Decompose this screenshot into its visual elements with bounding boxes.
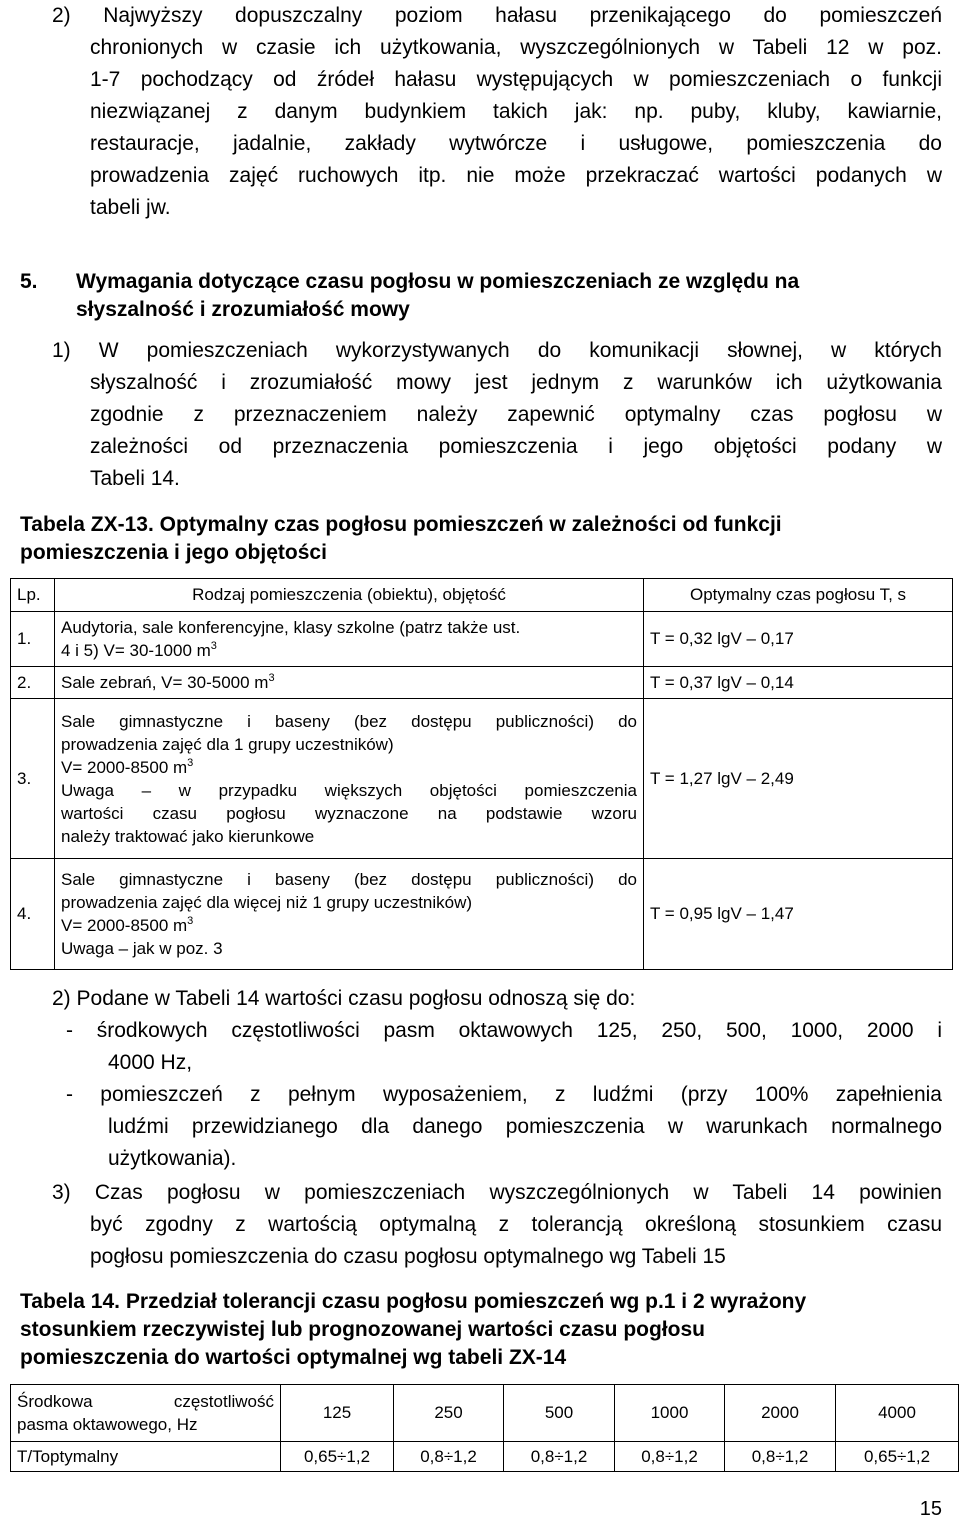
- frequency-cell: 2000: [725, 1385, 836, 1442]
- text-line: restauracje, jadalnie, zakłady wytwórcze i usługowe, pomieszczenia do: [90, 132, 942, 155]
- cell-formula: T = 0,95 lgV – 1,47: [644, 859, 953, 970]
- desc-line: Audytoria, sale konferencyjne, klasy szkolne (patrz także ust.: [61, 618, 521, 637]
- desc-line: prowadzenia zajęć dla więcej niż 1 grupy uczestników): [61, 893, 473, 912]
- table-row: [11, 859, 953, 970]
- table-row-frequency: [11, 1385, 959, 1442]
- table-row: [11, 699, 953, 859]
- superscript: 3: [268, 671, 275, 684]
- cell-description: [55, 699, 644, 859]
- header-cell-lp: Lp.: [11, 579, 55, 612]
- desc-line: wartości czasu pogłosu wyznaczone na podstawie wzoru: [61, 803, 637, 823]
- section-title: Wymagania dotyczące czasu pogłosu w pomieszczeniach ze względu na: [76, 270, 800, 293]
- desc-line: Uwaga – w przypadku większych objętości pomieszczenia: [61, 780, 637, 800]
- text-line: tabeli jw.: [90, 196, 171, 219]
- cell-description: Sale zebrań, V= 30-5000 $m^3$: [55, 667, 644, 699]
- caption-line: Tabela ZX-13. Optymalny czas pogłosu pomieszczeń w zależności od funkcji: [20, 513, 782, 536]
- superscript: 3: [210, 640, 217, 652]
- row-label: [11, 1385, 281, 1442]
- desc-line: Sale gimnastyczne i baseny (bez dostępu publiczności) do: [61, 870, 637, 889]
- text-line: niezwiązanej z danym budynkiem takich jak: np. puby, kluby, kawiarnie,: [90, 100, 942, 123]
- caption-line: stosunkiem rzeczywistej lub prognozowanej wartości czasu pogłosu: [20, 1318, 705, 1341]
- table-row-ratio: [11, 1442, 959, 1472]
- text-line: - środkowych częstotliwości pasm oktawowych 125, 250, 500, 1000, 2000 i: [66, 1019, 942, 1042]
- text-line: 3) Czas pogłosu w pomieszczeniach wyszczególnionych w Tabeli 14 powinien: [52, 1181, 942, 1204]
- cell-lp: 3.: [11, 699, 55, 859]
- frequency-cell: 125: [281, 1385, 394, 1442]
- caption-line: pomieszczenia i jego objętości: [20, 541, 327, 564]
- frequency-cell: 250: [394, 1385, 504, 1442]
- section-title: słyszalność i zrozumiałość mowy: [76, 298, 410, 321]
- range-cell: 0,8÷1,2: [504, 1442, 615, 1472]
- table-row: [11, 667, 953, 699]
- range-cell: 0,8÷1,2: [725, 1442, 836, 1472]
- cell-description: [55, 859, 644, 970]
- range-cell: 0,65÷1,2: [836, 1442, 959, 1472]
- row-label: T/Toptymalny: [11, 1442, 281, 1472]
- range-cell: 0,8÷1,2: [615, 1442, 725, 1472]
- superscript: 3: [187, 915, 194, 927]
- cell-lp: 1.: [11, 612, 55, 667]
- text-line: 1-7 pochodzący od źródeł hałasu występujących w pomieszczeniach o funkcji: [90, 68, 942, 91]
- text-line: zgodnie z przeznaczeniem należy zapewnić optymalny czas pogłosu w: [90, 403, 942, 426]
- cell-formula: T = 0,37 lgV – 0,14: [644, 667, 953, 699]
- caption-line: pomieszczenia do wartości optymalnej wg tabeli ZX-14: [20, 1346, 567, 1369]
- frequency-cell: 500: [504, 1385, 615, 1442]
- desc-line: Sale gimnastyczne i baseny (bez dostępu publiczności) do: [61, 711, 637, 731]
- superscript: 3: [187, 756, 194, 769]
- table-13: [10, 578, 953, 970]
- cell-formula: T = 1,27 lgV – 2,49: [644, 699, 953, 859]
- desc-line: Uwaga – jak w poz. 3: [61, 939, 223, 958]
- text-line: słyszalność i zrozumiałość mowy jest jednym z warunków ich użytkowania: [90, 371, 942, 394]
- text-line: zależności od przeznaczenia pomieszczenia i jego objętości podany w: [90, 435, 942, 458]
- text-line: pogłosu pomieszczenia do czasu pogłosu optymalnego wg Tabeli 15: [90, 1245, 726, 1268]
- table-header-row: [11, 579, 953, 612]
- text-line: prowadzenia zajęć ruchowych itp. nie może przekraczać wartości podanych w: [90, 164, 942, 187]
- cell-formula: T = 0,32 lgV – 0,17: [644, 612, 953, 667]
- text-line: 2) Podane w Tabeli 14 wartości czasu pogłosu odnoszą się do:: [52, 987, 636, 1010]
- text-line: chronionych w czasie ich użytkowania, wyszczególnionych w Tabeli 12 w poz.: [90, 36, 942, 59]
- cell-description: [55, 612, 644, 667]
- header-cell-type: Rodzaj pomieszczenia (obiektu), objętość: [55, 579, 644, 612]
- desc-line: należy traktować jako kierunkowe: [61, 826, 315, 846]
- desc-line: V= 2000-8500 $m^3$: [61, 915, 194, 935]
- text-line: 4000 Hz,: [108, 1051, 193, 1074]
- frequency-cell: 4000: [836, 1385, 959, 1442]
- text-line: 2) Najwyższy dopuszczalny poziom hałasu przenikającego do pomieszczeń: [52, 4, 942, 27]
- range-cell: 0,65÷1,2: [281, 1442, 394, 1472]
- header-cell-time: Optymalny czas pogłosu T, s: [644, 579, 953, 612]
- text-line: 1) W pomieszczeniach wykorzystywanych do komunikacji słownej, w których: [52, 339, 942, 362]
- section-number: 5.: [20, 270, 38, 293]
- cell-lp: 2.: [11, 667, 55, 699]
- text-line: Tabeli 14.: [90, 467, 180, 490]
- label-line: pasma oktawowego, Hz: [17, 1415, 198, 1434]
- text-line: - pomieszczeń z pełnym wyposażeniem, z ludźmi (przy 100% zapełnienia: [66, 1083, 942, 1106]
- text-line: użytkowania).: [108, 1147, 237, 1170]
- desc-line: prowadzenia zajęć dla 1 grupy uczestników): [61, 734, 394, 754]
- table-row: [11, 612, 953, 667]
- page-number: 15: [919, 1498, 942, 1520]
- text-line: być zgodny z wartością optymalną z tolerancją określoną stosunkiem czasu: [90, 1213, 942, 1236]
- desc-line: 4 i 5) V= 30-1000 $m^3$: [61, 640, 217, 660]
- cell-lp: 4.: [11, 859, 55, 970]
- desc-line: V= 2000-8500 $m^3$: [61, 756, 194, 777]
- label-line: Środkowa częstotliwość: [17, 1392, 274, 1411]
- caption-line: Tabela 14. Przedział tolerancji czasu pogłosu pomieszczeń wg p.1 i 2 wyrażony: [20, 1290, 807, 1313]
- range-cell: 0,8÷1,2: [394, 1442, 504, 1472]
- text-line: ludźmi przewidzianego dla danego pomieszczenia w warunkach normalnego: [108, 1115, 942, 1138]
- frequency-cell: 1000: [615, 1385, 725, 1442]
- table-14: [10, 1384, 959, 1472]
